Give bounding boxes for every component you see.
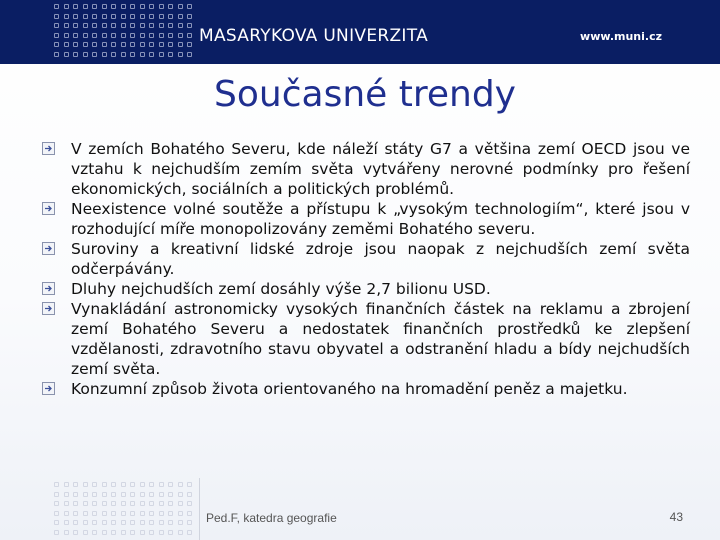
bullet-text: Dluhy nejchudších zemí dosáhly výše 2,7 bilionu USD. xyxy=(71,280,491,298)
dot-square xyxy=(187,42,192,47)
dot-square xyxy=(64,23,69,28)
dot-square xyxy=(130,33,135,38)
dot-square xyxy=(83,42,88,47)
dot-square xyxy=(168,511,173,516)
dot-square xyxy=(73,23,78,28)
dot-square xyxy=(83,482,88,487)
dot-square xyxy=(64,14,69,19)
dot-square xyxy=(92,23,97,28)
dot-square xyxy=(140,23,145,28)
dot-square xyxy=(130,492,135,497)
dot-square xyxy=(140,42,145,47)
dot-square xyxy=(83,492,88,497)
dot-square xyxy=(178,511,183,516)
dot-square xyxy=(92,52,97,57)
dot-square xyxy=(168,492,173,497)
dot-square xyxy=(73,33,78,38)
dot-square xyxy=(178,14,183,19)
dot-square xyxy=(130,14,135,19)
dot-square xyxy=(64,482,69,487)
dot-square xyxy=(121,33,126,38)
dot-square xyxy=(149,520,154,525)
dot-square xyxy=(178,33,183,38)
dot-square xyxy=(140,511,145,516)
footer-text: Ped.F, katedra geografie xyxy=(206,511,337,525)
dot-square xyxy=(102,23,107,28)
dot-square xyxy=(102,4,107,9)
dot-square xyxy=(64,530,69,535)
dot-square xyxy=(111,520,116,525)
dot-square xyxy=(73,4,78,9)
dot-square xyxy=(73,492,78,497)
dot-square xyxy=(73,501,78,506)
dot-square xyxy=(54,520,59,525)
dot-square xyxy=(159,520,164,525)
bullet-text: Konzumní způsob života orientovaného na hromadění peněz a majetku. xyxy=(71,380,628,398)
dot-square xyxy=(187,530,192,535)
dot-square xyxy=(64,4,69,9)
arrow-box-icon xyxy=(42,142,55,155)
dot-square xyxy=(92,530,97,535)
bullet-item xyxy=(42,199,690,239)
dot-square xyxy=(102,33,107,38)
dot-square xyxy=(149,501,154,506)
dot-square xyxy=(73,14,78,19)
dot-square xyxy=(54,42,59,47)
arrow-box-icon xyxy=(42,302,55,315)
dot-square xyxy=(130,520,135,525)
dot-square xyxy=(149,23,154,28)
dot-square xyxy=(54,511,59,516)
dot-square xyxy=(92,511,97,516)
dot-square xyxy=(64,511,69,516)
dot-square xyxy=(159,511,164,516)
dot-square xyxy=(130,42,135,47)
dot-square xyxy=(83,530,88,535)
dot-square xyxy=(149,33,154,38)
dot-square xyxy=(140,501,145,506)
dot-square xyxy=(130,501,135,506)
dot-square xyxy=(187,33,192,38)
dot-square xyxy=(178,42,183,47)
dot-square xyxy=(168,33,173,38)
bullet-text: Vynakládání astronomicky vysokých finančních částek na reklamu a zbrojení zemí Bohatého Severu a nedostatek finančních prostředků ke zlepšení vzdělanosti, zdravotního stavu obyvatel a odstranění hladu a bídy nejchudších zemí světa. xyxy=(71,300,690,378)
dot-square xyxy=(121,52,126,57)
page-number: 43 xyxy=(669,510,683,524)
dot-square xyxy=(140,4,145,9)
dot-square xyxy=(187,14,192,19)
arrow-box-icon xyxy=(42,282,55,295)
dot-square xyxy=(149,511,154,516)
bullet-text: V zemích Bohatého Severu, kde náleží státy G7 a většina zemí OECD jsou ve vztahu k nejchudším zemím světa vytvářeny nerovné podmínky pro řešení ekonomických, sociálních a politických problémů. xyxy=(71,140,690,198)
dot-square xyxy=(111,42,116,47)
dot-square xyxy=(130,511,135,516)
dot-square xyxy=(168,4,173,9)
dot-square xyxy=(111,33,116,38)
dot-square xyxy=(121,482,126,487)
dot-square xyxy=(187,4,192,9)
header-bar xyxy=(0,0,720,64)
dot-square xyxy=(140,14,145,19)
dot-square xyxy=(140,492,145,497)
dot-square xyxy=(102,52,107,57)
dot-square xyxy=(83,14,88,19)
dot-square xyxy=(130,4,135,9)
logo-dot-grid xyxy=(54,4,197,61)
dot-square xyxy=(178,52,183,57)
dot-square xyxy=(73,520,78,525)
dot-square xyxy=(140,530,145,535)
dot-square xyxy=(111,14,116,19)
dot-square xyxy=(73,482,78,487)
dot-square xyxy=(159,501,164,506)
dot-square xyxy=(130,52,135,57)
dot-square xyxy=(130,482,135,487)
dot-square xyxy=(149,52,154,57)
dot-square xyxy=(149,14,154,19)
dot-square xyxy=(140,33,145,38)
dot-square xyxy=(64,492,69,497)
slide-title: Současné trendy xyxy=(214,74,516,115)
dot-square xyxy=(102,501,107,506)
dot-square xyxy=(102,492,107,497)
dot-square xyxy=(83,4,88,9)
dot-square xyxy=(92,482,97,487)
dot-square xyxy=(64,52,69,57)
footer-divider xyxy=(199,478,200,540)
dot-square xyxy=(149,42,154,47)
dot-square xyxy=(54,482,59,487)
dot-square xyxy=(54,4,59,9)
dot-square xyxy=(178,23,183,28)
dot-square xyxy=(121,520,126,525)
dot-square xyxy=(159,482,164,487)
dot-square xyxy=(121,511,126,516)
dot-square xyxy=(54,23,59,28)
dot-square xyxy=(111,4,116,9)
dot-square xyxy=(121,530,126,535)
dot-square xyxy=(54,14,59,19)
dot-square xyxy=(92,42,97,47)
dot-square xyxy=(111,530,116,535)
university-url: www.muni.cz xyxy=(580,30,662,43)
dot-square xyxy=(83,501,88,506)
dot-square xyxy=(102,520,107,525)
dot-square xyxy=(111,492,116,497)
dot-square xyxy=(168,52,173,57)
dot-square xyxy=(187,23,192,28)
dot-square xyxy=(168,520,173,525)
dot-square xyxy=(168,23,173,28)
dot-square xyxy=(64,33,69,38)
dot-square xyxy=(102,482,107,487)
dot-square xyxy=(92,520,97,525)
dot-square xyxy=(121,23,126,28)
dot-square xyxy=(83,23,88,28)
dot-square xyxy=(159,492,164,497)
dot-square xyxy=(149,482,154,487)
bullet-item xyxy=(42,279,690,299)
dot-square xyxy=(159,4,164,9)
dot-square xyxy=(178,492,183,497)
dot-square xyxy=(73,42,78,47)
dot-square xyxy=(149,492,154,497)
dot-square xyxy=(130,23,135,28)
dot-square xyxy=(168,482,173,487)
dot-square xyxy=(73,52,78,57)
dot-square xyxy=(178,4,183,9)
dot-square xyxy=(178,530,183,535)
dot-square xyxy=(168,530,173,535)
dot-square xyxy=(121,492,126,497)
dot-square xyxy=(187,511,192,516)
dot-square xyxy=(64,520,69,525)
dot-square xyxy=(178,501,183,506)
dot-square xyxy=(102,511,107,516)
dot-square xyxy=(178,482,183,487)
dot-square xyxy=(187,482,192,487)
arrow-box-icon xyxy=(42,202,55,215)
dot-square xyxy=(159,42,164,47)
dot-square xyxy=(92,33,97,38)
dot-square xyxy=(149,4,154,9)
dot-square xyxy=(149,530,154,535)
dot-square xyxy=(159,14,164,19)
bullet-item xyxy=(42,299,690,379)
dot-square xyxy=(140,520,145,525)
dot-square xyxy=(92,492,97,497)
dot-square xyxy=(130,530,135,535)
dot-square xyxy=(83,520,88,525)
dot-square xyxy=(111,482,116,487)
dot-square xyxy=(121,42,126,47)
bullet-item xyxy=(42,379,690,399)
dot-square xyxy=(168,14,173,19)
bullet-text: Suroviny a kreativní lidské zdroje jsou naopak z nejchudších zemí světa odčerpávány. xyxy=(71,240,690,278)
dot-square xyxy=(159,23,164,28)
dot-square xyxy=(140,482,145,487)
dot-square xyxy=(178,520,183,525)
dot-square xyxy=(111,511,116,516)
arrow-box-icon xyxy=(42,242,55,255)
bullet-text: Neexistence volné soutěže a přístupu k „vysokým technologiím“, které jsou v rozhodující míře monopolizovány zeměmi Bohatého severu. xyxy=(71,200,690,238)
dot-square xyxy=(140,52,145,57)
dot-square xyxy=(54,501,59,506)
dot-square xyxy=(102,14,107,19)
dot-square xyxy=(64,42,69,47)
dot-square xyxy=(83,52,88,57)
dot-square xyxy=(54,492,59,497)
dot-square xyxy=(73,530,78,535)
bullet-item xyxy=(42,139,690,199)
dot-square xyxy=(92,501,97,506)
dot-square xyxy=(54,33,59,38)
dot-square xyxy=(92,14,97,19)
dot-square xyxy=(111,23,116,28)
dot-square xyxy=(92,4,97,9)
dot-square xyxy=(187,501,192,506)
dot-square xyxy=(121,14,126,19)
dot-square xyxy=(159,33,164,38)
dot-square xyxy=(168,42,173,47)
dot-square xyxy=(111,501,116,506)
dot-square xyxy=(168,501,173,506)
dot-square xyxy=(187,492,192,497)
dot-square xyxy=(54,52,59,57)
dot-square xyxy=(111,52,116,57)
dot-square xyxy=(121,4,126,9)
university-name: MASARYKOVA UNIVERZITA xyxy=(199,26,429,46)
dot-square xyxy=(83,33,88,38)
bullet-list xyxy=(42,139,690,399)
footer-dot-grid xyxy=(54,482,197,539)
dot-square xyxy=(102,42,107,47)
bullet-item xyxy=(42,239,690,279)
dot-square xyxy=(102,530,107,535)
dot-square xyxy=(121,501,126,506)
dot-square xyxy=(187,520,192,525)
dot-square xyxy=(54,530,59,535)
dot-square xyxy=(83,511,88,516)
dot-square xyxy=(73,511,78,516)
dot-square xyxy=(187,52,192,57)
dot-square xyxy=(64,501,69,506)
dot-square xyxy=(159,530,164,535)
arrow-box-icon xyxy=(42,382,55,395)
dot-square xyxy=(159,52,164,57)
